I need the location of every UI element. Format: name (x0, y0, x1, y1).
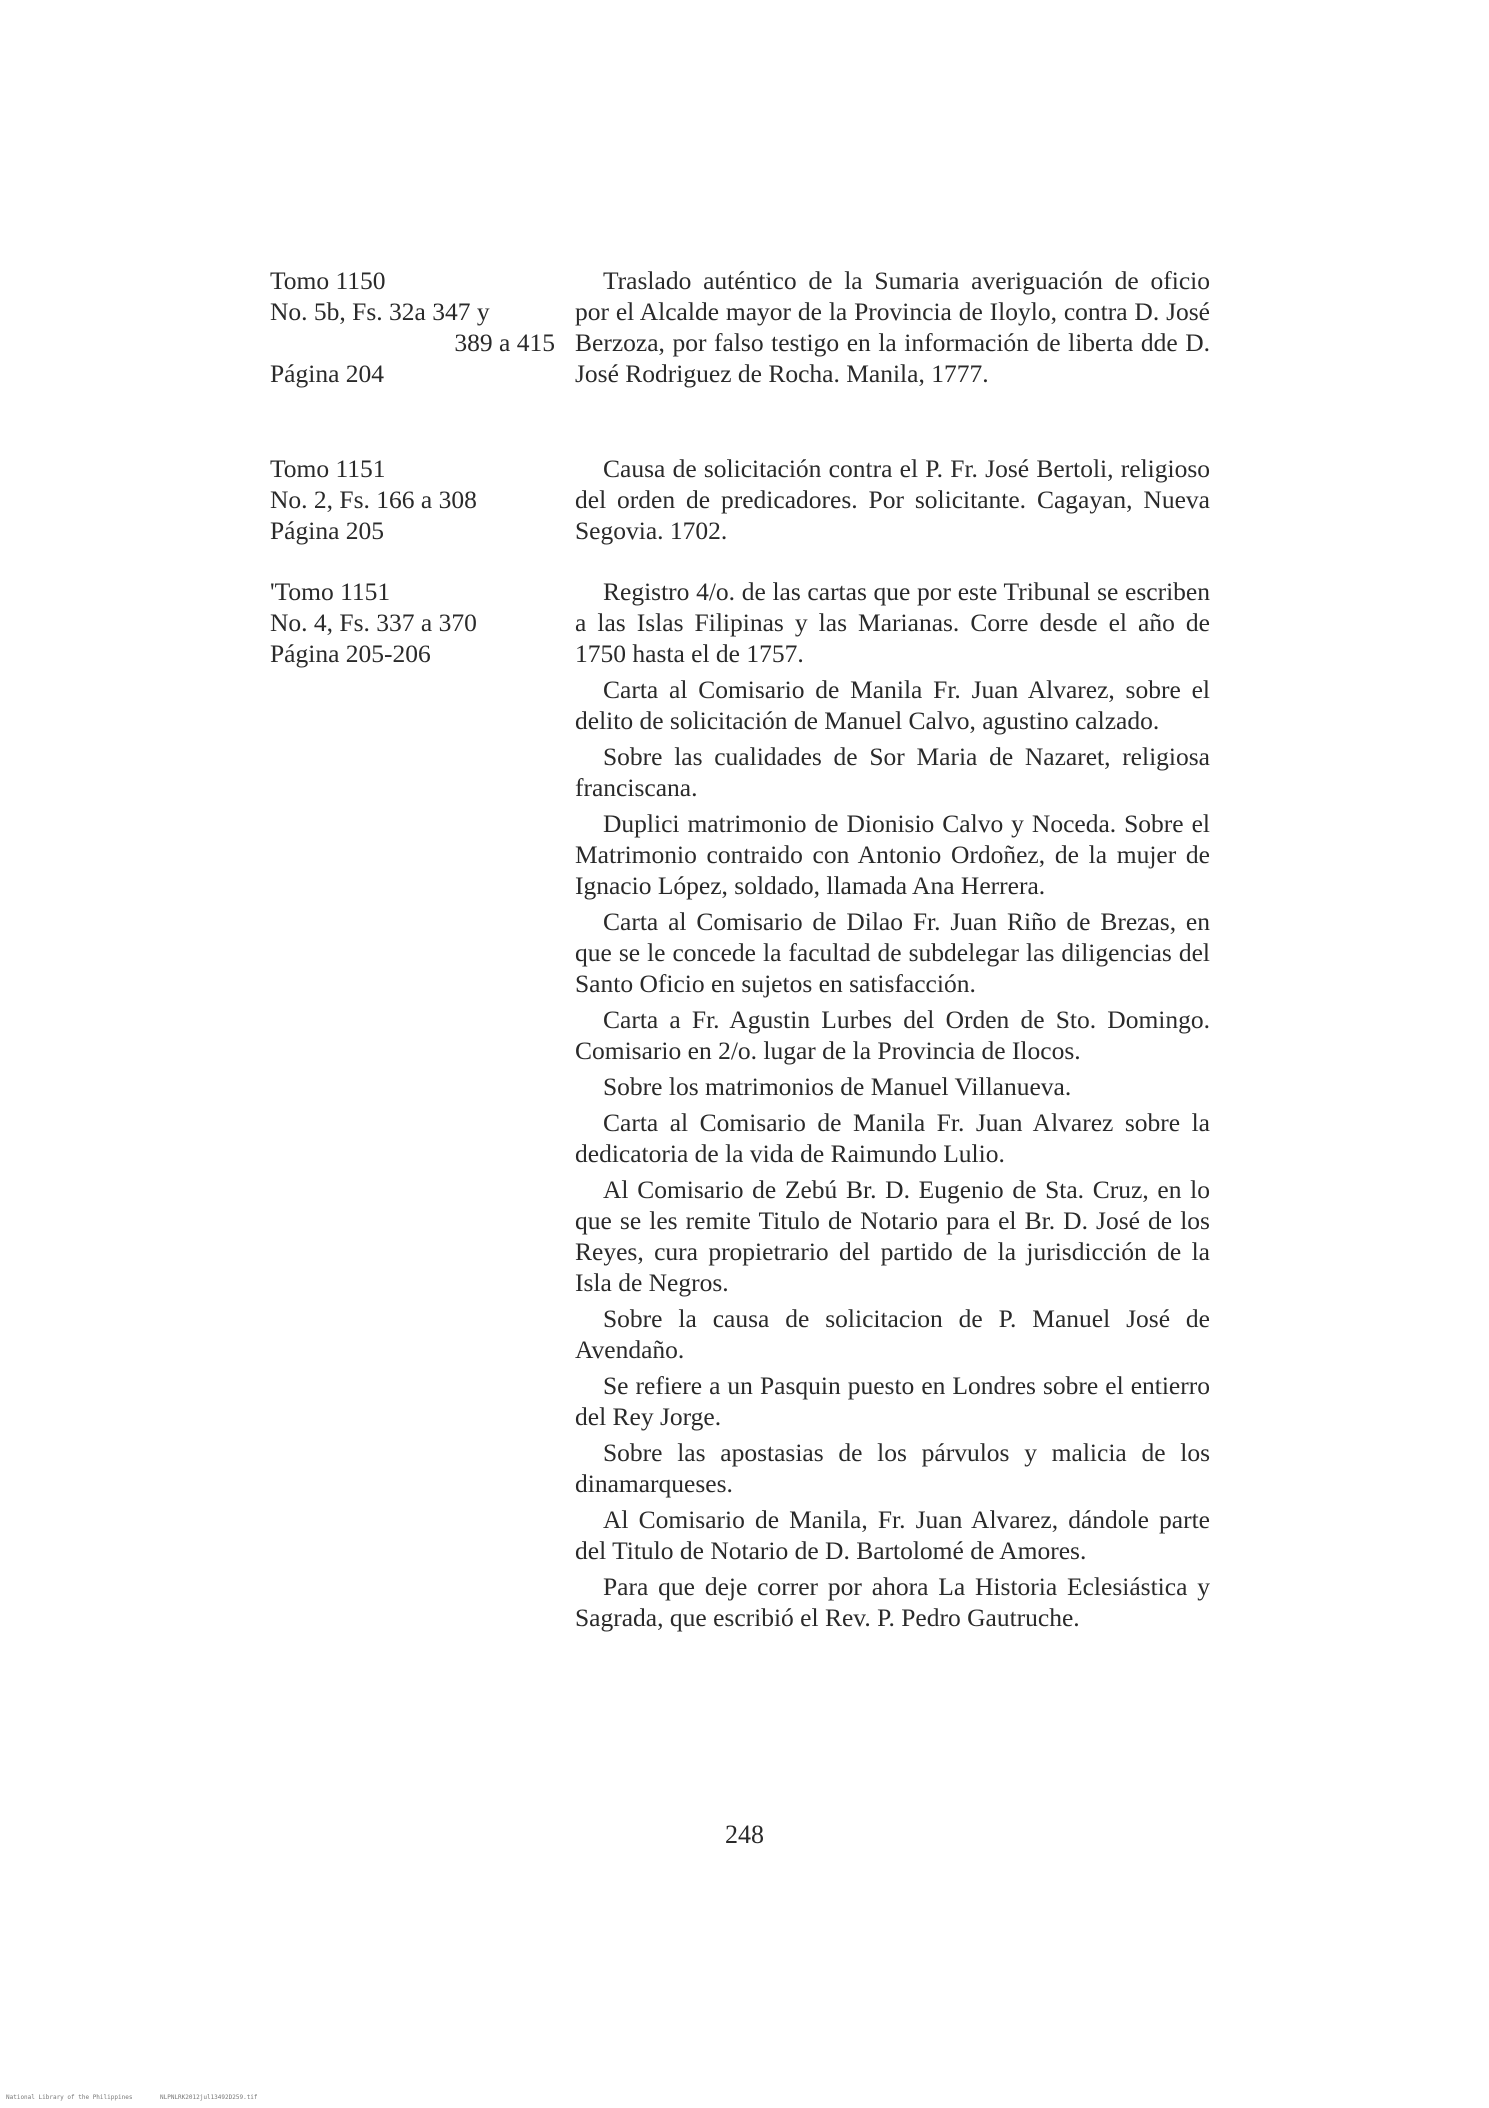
description-paragraph: Sobre las cualidades de Sor Maria de Nazaret, religiosa franciscana. (575, 742, 1210, 802)
entry-description (575, 453, 1210, 551)
footer-file-name: NLPNLRK2012jul13492D259.tif (160, 2094, 258, 2101)
description-paragraph: Sobre la causa de solicitacion de P. Manuel José de Avendaño. (575, 1304, 1210, 1364)
description-paragraph: Traslado auténtico de la Sumaria averiguación de oficio por el Alcalde mayor de la Provincia de Iloylo, contra D. José Berzoza, por falso testigo en la información de liberta dde D. José Rodriguez de Rocha. Manila, 1777. (575, 266, 1210, 388)
entry-reference (270, 576, 555, 669)
description-paragraph: Carta al Comisario de Dilao Fr. Juan Riño de Brezas, en que se le concede la facultad de subdelegar las diligencias del Santo Oficio en sujetos en satisfacción. (575, 907, 1210, 998)
description-paragraph: Carta al Comisario de Manila Fr. Juan Alvarez sobre la dedicatoria de la vida de Raimundo Lulio. (575, 1108, 1210, 1168)
entry-description (575, 265, 1210, 394)
description-paragraph: Causa de solicitación contra el P. Fr. José Bertoli, religioso del orden de predicadores. Por solicitante. Cagayan, Nueva Segovia. 1702. (575, 454, 1210, 545)
entry-description (575, 576, 1210, 1638)
page-reference: Página 205 (270, 516, 385, 545)
description-paragraph: Carta al Comisario de Manila Fr. Juan Alvarez, sobre el delito de solicitación de Manuel Calvo, agustino calzado. (575, 675, 1210, 735)
volume-number: 'Tomo 1151 (270, 577, 391, 606)
page-number: 248 (725, 1820, 764, 1849)
entry-reference (270, 265, 555, 389)
description-paragraph: Al Comisario de Manila, Fr. Juan Alvarez, dándole parte del Titulo de Notario de D. Bartolomé de Amores. (575, 1505, 1210, 1565)
folio-reference-continued: 389 a 415 (454, 328, 555, 357)
folio-reference: No. 5b, Fs. 32a 347 y (270, 297, 490, 326)
page-reference: Página 205-206 (270, 639, 431, 668)
description-paragraph: Se refiere a un Pasquin puesto en Londres sobre el entierro del Rey Jorge. (575, 1371, 1210, 1431)
description-paragraph: Sobre las apostasias de los párvulos y malicia de los dinamarqueses. (575, 1438, 1210, 1498)
folio-reference: No. 2, Fs. 166 a 308 (270, 485, 477, 514)
page-reference: Página 204 (270, 359, 385, 388)
folio-reference: No. 4, Fs. 337 a 370 (270, 608, 477, 637)
footer-library-credit: National Library of the Philippines (6, 2094, 133, 2101)
description-paragraph: Al Comisario de Zebú Br. D. Eugenio de Sta. Cruz, en lo que se les remite Titulo de Notario para el Br. D. José de los Reyes, cura propietrario del partido de la jurisdicción de la Isla de Negros. (575, 1175, 1210, 1297)
description-paragraph: Para que deje correr por ahora La Historia Eclesiástica y Sagrada, que escribió el Rev. P. Pedro Gautruche. (575, 1572, 1210, 1632)
description-paragraph: Registro 4/o. de las cartas que por este Tribunal se escriben a las Islas Filipinas y las Marianas. Corre desde el año de 1750 hasta el de 1757. (575, 577, 1210, 668)
description-paragraph: Sobre los matrimonios de Manuel Villanueva. (603, 1072, 1072, 1101)
description-paragraph: Carta a Fr. Agustin Lurbes del Orden de Sto. Domingo. Comisario en 2/o. lugar de la Provincia de Ilocos. (575, 1005, 1210, 1065)
volume-number: Tomo 1151 (270, 454, 386, 483)
entry-reference (270, 453, 555, 546)
volume-number: Tomo 1150 (270, 266, 386, 295)
description-paragraph: Duplici matrimonio de Dionisio Calvo y Noceda. Sobre el Matrimonio contraido con Antonio Ordoñez, de la mujer de Ignacio López, soldado, llamada Ana Herrera. (575, 809, 1210, 900)
